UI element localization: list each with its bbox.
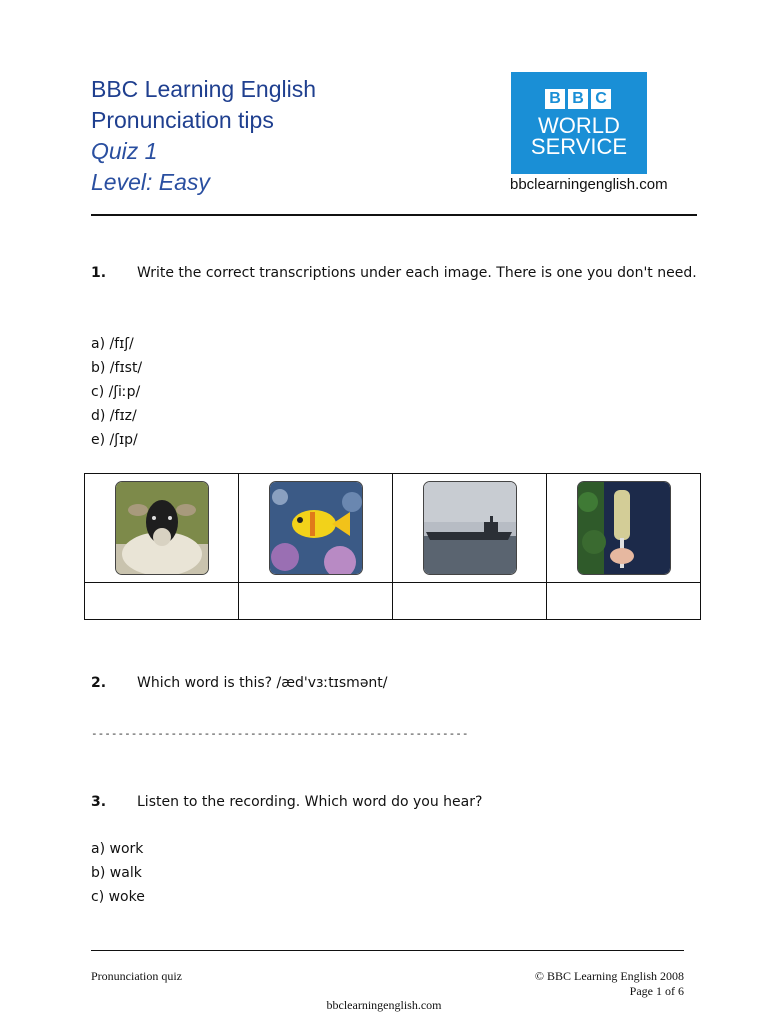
q3-option-b: b) walk	[91, 865, 142, 881]
answer-cell[interactable]	[239, 583, 393, 620]
q1-option-a: a) /fɪʃ/	[91, 336, 134, 352]
answer-cell[interactable]	[547, 583, 701, 620]
logo-letter: C	[591, 89, 611, 109]
image-cell	[239, 474, 393, 583]
fish-photo	[269, 481, 363, 575]
q2-answer-line[interactable]: ---------------------------------------------------------	[91, 727, 469, 740]
logo-letter: B	[568, 89, 588, 109]
footer-left: Pronunciation quiz	[91, 969, 182, 983]
q1-option-e: e) /ʃɪp/	[91, 432, 138, 448]
footer-site: bbclearningenglish.com	[326, 998, 442, 1012]
q3-number: 3.	[91, 794, 107, 810]
footer-page: Page 1 of 6	[629, 984, 684, 998]
logo-world: WORLD	[538, 113, 620, 138]
q1-text: Write the correct transcriptions under each image. There is one you don't need.	[137, 265, 697, 281]
q3-text: Listen to the recording. Which word do you hear?	[137, 794, 483, 810]
q3-option-a: a) work	[91, 841, 144, 857]
header-subtitle: Pronunciation tips	[91, 107, 274, 133]
image-cell	[85, 474, 239, 583]
q1-option-c: c) /ʃiːp/	[91, 384, 141, 400]
q3-option-c: c) woke	[91, 889, 145, 905]
image-cell	[547, 474, 701, 583]
image-cell	[393, 474, 547, 583]
header-site: bbclearningenglish.com	[510, 176, 668, 193]
q1-number: 1.	[91, 265, 107, 281]
ship-photo	[423, 481, 517, 575]
logo-letter: B	[545, 89, 565, 109]
answer-cell[interactable]	[85, 583, 239, 620]
q2-text: Which word is this? /æd'vɜːtɪsmənt/	[137, 675, 388, 691]
q1-option-b: b) /fɪst/	[91, 360, 143, 376]
logo-service: SERVICE	[530, 134, 628, 159]
bbc-world-service-logo	[511, 72, 647, 174]
header-divider	[91, 214, 697, 216]
sheep-photo	[115, 481, 209, 575]
q2-number: 2.	[91, 675, 107, 691]
header-title: BBC Learning English	[91, 76, 317, 102]
footer-divider	[91, 950, 684, 951]
q1-option-d: d) /fɪz/	[91, 408, 137, 424]
champagne-glass-photo	[577, 481, 671, 575]
answer-cell[interactable]	[393, 583, 547, 620]
footer-copyright: © BBC Learning English 2008	[534, 969, 684, 983]
image-answer-table	[84, 473, 701, 620]
quiz-label: Quiz 1	[91, 138, 158, 164]
level-label: Level: Easy	[91, 169, 210, 195]
